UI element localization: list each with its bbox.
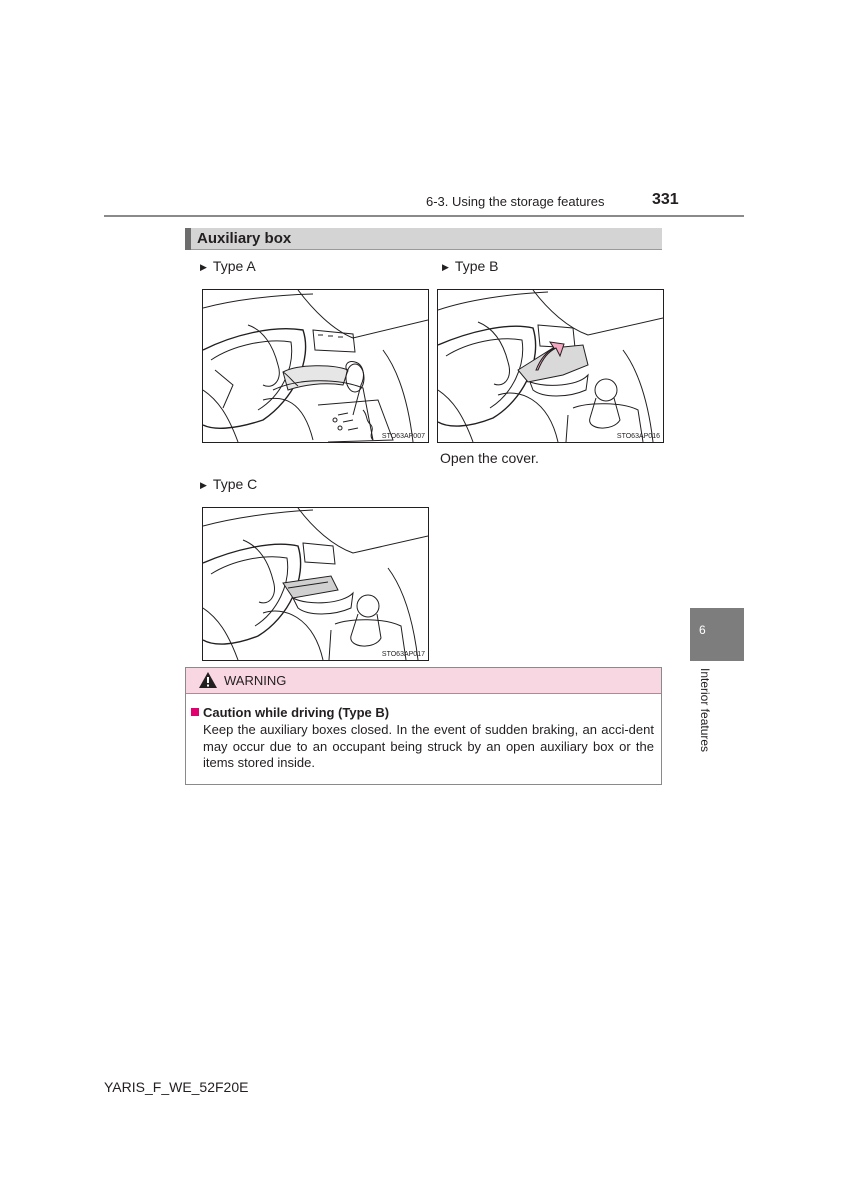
- type-b-label: ▶ Type B: [442, 258, 499, 274]
- figure-type-c: [202, 507, 429, 661]
- figure-type-a: [202, 289, 429, 443]
- page-number: 331: [652, 191, 679, 208]
- figure-code: STO63AP017: [381, 651, 425, 658]
- type-c-label: ▶ Type C: [200, 476, 258, 492]
- triangle-right-icon: ▶: [200, 480, 207, 490]
- triangle-right-icon: ▶: [442, 262, 449, 272]
- header-rule: [104, 215, 744, 217]
- warning-subtitle: Caution while driving (Type B): [203, 705, 390, 720]
- section-title: Auxiliary box: [197, 230, 292, 247]
- type-b-illustration: [438, 290, 663, 442]
- type-a-illustration: [203, 290, 428, 442]
- figure-code: STO63AP016: [616, 433, 660, 440]
- chapter-title: Interior features: [698, 668, 712, 753]
- type-c-illustration: [203, 508, 428, 660]
- figure-type-b: [437, 289, 664, 443]
- type-b-caption: Open the cover.: [440, 450, 539, 466]
- triangle-right-icon: ▶: [200, 262, 207, 272]
- warning-triangle-icon: [198, 671, 218, 694]
- document-code: YARIS_F_WE_52F20E: [104, 1079, 249, 1095]
- section-heading-accent: [185, 228, 191, 250]
- warning-title: WARNING: [224, 673, 287, 688]
- warning-body: Keep the auxiliary boxes closed. In the event of sudden braking, an acci-dent may occur due to an occupant being struck by an open auxiliary box or the items stored inside.: [203, 722, 654, 770]
- running-header: 6-3. Using the storage features: [426, 194, 605, 209]
- square-bullet-icon: [191, 708, 199, 716]
- type-a-label: ▶ Type A: [200, 258, 256, 274]
- chapter-number: 6: [699, 623, 706, 637]
- figure-code: STO63AP007: [381, 433, 425, 440]
